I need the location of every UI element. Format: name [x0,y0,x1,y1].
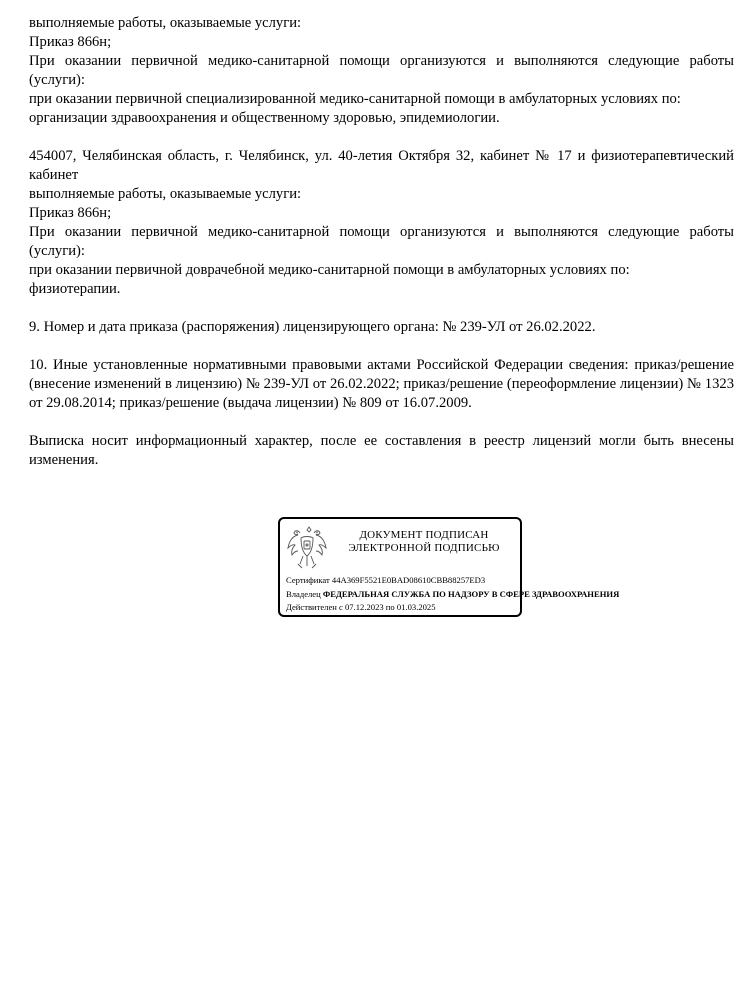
double-headed-eagle-icon [286,524,328,572]
works-intro: При оказании первичной медико-санитарной помощи организуются и выполняются следующие работы (услуги): [29,53,734,88]
certificate-row: Сертификат 44A369F5521E0BAD08610CBB88257ED3 [286,575,486,585]
care-specialties: физиотерапии. [29,281,121,297]
spacer [29,337,734,356]
spacer [29,299,734,318]
item-9-order: 9. Номер и дата приказа (распоряжения) лицензирующего органа: № 239-УЛ от 26.02.2022. [29,319,596,335]
e-signature-stamp [278,517,620,617]
works-intro: При оказании первичной медико-санитарной помощи организуются и выполняются следующие работы (услуги): [29,224,734,259]
certificate-number: 44A369F5521E0BAD08610CBB88257ED3 [331,575,486,585]
care-specialties: организации здравоохранения и общественному здоровью, эпидемиологии. [29,110,500,126]
care-type: при оказании первичной доврачебной медико-санитарной помощи в амбулаторных условиях по: [29,262,630,278]
works-label: выполняемые работы, оказываемые услуги: [29,186,302,202]
validity-row: Действителен с 07.12.2023 по 01.03.2025 [286,602,436,612]
disclaimer-note: Выписка носит информационный характер, после ее составления в реестр лицензий могли быть внесены изменения. [29,433,734,468]
order-ref: Приказ 866н; [29,34,112,50]
item-10-other-info: 10. Иные установленные нормативными правовыми актами Российской Федерации сведения: приказ/решение (внесение изменений в лицензию) № 239-УЛ от 26.02.2022; приказ/решение (переоформление лицензии) № 1323 от 29.08.2014; приказ/решение (выдача лицензии) № 809 от 16.07.2009. [29,357,734,411]
spacer [29,413,734,432]
order-ref: Приказ 866н; [29,205,112,221]
stamp-details [286,574,620,615]
address: 454007, Челябинская область, г. Челябинск, ул. 40-летия Октября 32, кабинет № 17 и физиотерапевтический кабинет [29,148,734,183]
owner-name: ФЕДЕРАЛЬНАЯ СЛУЖБА ПО НАДЗОРУ В СФЕРЕ ЗДРАВООХРАНЕНИЯ [322,588,620,599]
spacer [29,128,734,147]
owner-row: Владелец ФЕДЕРАЛЬНАЯ СЛУЖБА ПО НАДЗОРУ В СФЕРЕ ЗДРАВООХРАНЕНИЯ [286,588,620,599]
stamp-title: ДОКУМЕНТ ПОДПИСАН ЭЛЕКТРОННОЙ ПОДПИСЬЮ [348,529,500,554]
works-label: выполняемые работы, оказываемые услуги: [29,15,302,31]
document-body [29,14,734,470]
care-type: при оказании первичной специализированной медико-санитарной помощи в амбулаторных условиях по: [29,91,681,107]
